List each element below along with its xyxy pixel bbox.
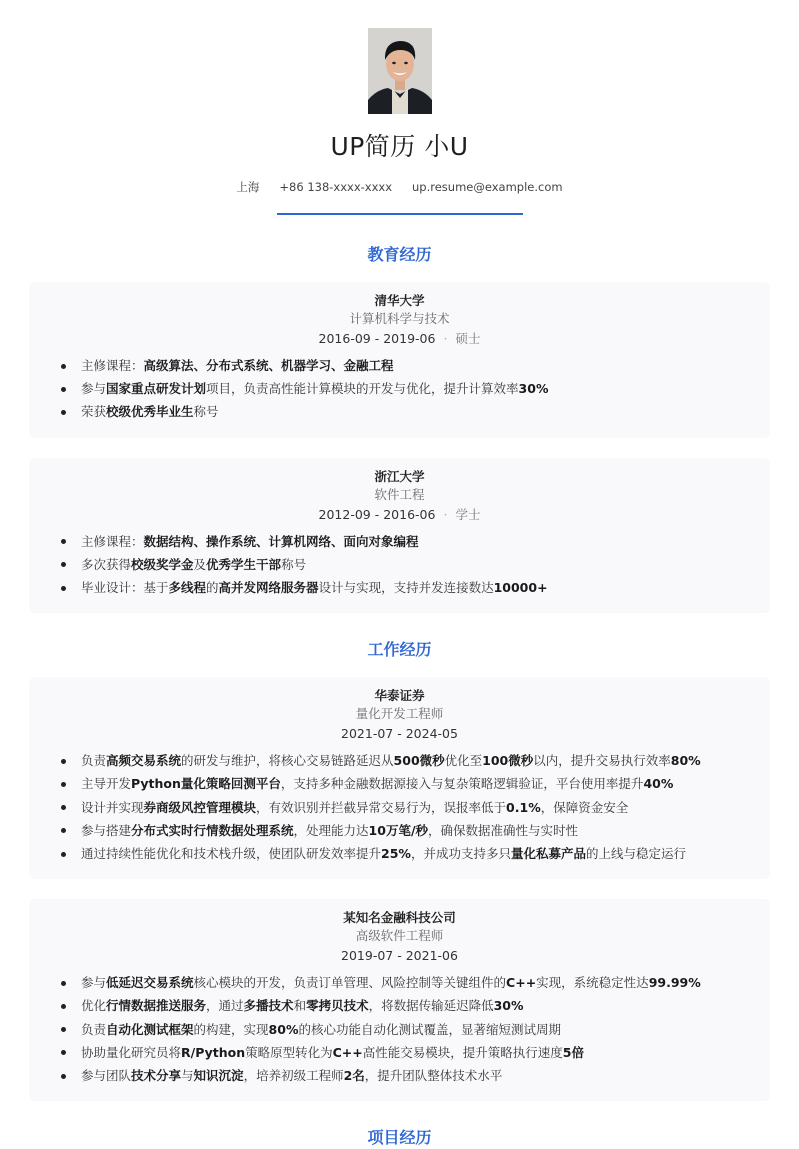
phone: +86 138-xxxx-xxxx bbox=[279, 180, 393, 194]
school-name: 清华大学 bbox=[374, 293, 425, 308]
highlight-text: 知识沉淀 bbox=[193, 1068, 244, 1084]
highlight-text: R/Python bbox=[181, 1044, 246, 1060]
highlight-text: 2名 bbox=[343, 1068, 365, 1084]
highlight-text: 校级奖学金 bbox=[131, 556, 194, 572]
list-item: 负责自动化测试框架的构建，实现80%的核心功能自动化测试覆盖，显著缩短测试周期 bbox=[45, 1018, 754, 1041]
list-item: 协助量化研究员将R/Python策略原型转化为C++高性能交易模块，提升策略执行速度5倍 bbox=[45, 1041, 754, 1064]
highlight-text: 10000+ bbox=[493, 580, 548, 596]
date-range: 2019-07 - 2021-06 bbox=[341, 948, 458, 964]
highlight-text: 优秀学生干部 bbox=[206, 556, 282, 572]
list-item: 主修课程：数据结构、操作系统、计算机网络、面向对象编程 bbox=[45, 530, 754, 553]
section-title-education: 教育经历 bbox=[367, 245, 432, 264]
highlight-text: 500微秒 bbox=[393, 753, 445, 769]
highlight-text: 30% bbox=[493, 998, 524, 1014]
highlight-text: 80% bbox=[268, 1021, 299, 1037]
section-title-projects: 项目经历 bbox=[367, 1128, 432, 1148]
highlight-text: 100微秒 bbox=[482, 753, 534, 769]
highlight-text: 多播技术 bbox=[243, 998, 294, 1014]
date-range: 2021-07 - 2024-05 bbox=[341, 726, 458, 742]
highlight-text: 分布式实时行情数据处理系统 bbox=[131, 822, 294, 838]
highlight-text: 高级算法、分布式系统、机器学习、金融工程 bbox=[143, 358, 394, 373]
highlight-text: 0.1% bbox=[506, 799, 541, 815]
job-title: 高级软件工程师 bbox=[355, 928, 444, 944]
major: 计算机科学与技术 bbox=[349, 311, 450, 326]
header-divider bbox=[277, 213, 523, 215]
dates-text: 2016-09 - 2019-06 bbox=[318, 331, 436, 346]
highlight-text: C++ bbox=[506, 975, 537, 991]
major: 软件工程 bbox=[374, 486, 425, 502]
list-item: 参与团队技术分享与知识沉淀，培养初级工程师2名，提升团队整体技术水平 bbox=[45, 1064, 754, 1087]
job-title: 量化开发工程师 bbox=[355, 706, 444, 722]
list-item: 负责高频交易系统的研发与维护，将核心交易链路延迟从500微秒优化至100微秒以内，提升交易执行效率80% bbox=[45, 749, 754, 772]
highlight-text: 高并发网络服务器 bbox=[218, 580, 319, 596]
highlight-text: 券商级风控管理模块 bbox=[143, 799, 257, 815]
highlight-text: 国家重点研发计划 bbox=[106, 381, 207, 397]
list-item: 优化行情数据推送服务，通过多播技术和零拷贝技术，将数据传输延迟降低30% bbox=[45, 994, 754, 1017]
bullet-list bbox=[45, 749, 754, 865]
list-item: 毕业设计：基于多线程的高并发网络服务器设计与实现，支持并发连接数达10000+ bbox=[45, 576, 754, 599]
contact-info bbox=[0, 179, 799, 195]
list-item: 多次获得校级奖学金及优秀学生干部称号 bbox=[45, 553, 754, 576]
list-item: 参与低延迟交易系统核心模块的开发，负责订单管理、风险控制等关键组件的C++实现，系统稳定性达99.99% bbox=[45, 971, 754, 994]
bullet-list bbox=[45, 354, 754, 424]
highlight-text: 80% bbox=[670, 753, 701, 769]
work-card bbox=[29, 899, 770, 1101]
list-item: 通过持续性能优化和技术栈升级，使团队研发效率提升25%，并成功支持多只量化私募产品的上线与稳定运行 bbox=[45, 842, 754, 865]
candidate-name: UP简历 小U bbox=[330, 132, 469, 161]
section-title-work: 工作经历 bbox=[367, 640, 432, 660]
highlight-text: 校级优秀毕业生 bbox=[106, 404, 194, 420]
location: 上海 bbox=[236, 180, 260, 194]
list-item: 荣获校级优秀毕业生称号 bbox=[45, 400, 754, 423]
highlight-text: 低延迟交易系统 bbox=[106, 975, 194, 991]
resume-header bbox=[0, 0, 799, 215]
highlight-text: 自动化测试框架 bbox=[106, 1021, 194, 1037]
company-name: 某知名金融科技公司 bbox=[343, 910, 456, 926]
date-range bbox=[45, 328, 754, 350]
highlight-text: 30% bbox=[518, 381, 549, 397]
highlight-text: 多线程 bbox=[168, 580, 207, 596]
list-item: 参与国家重点研发计划项目，负责高性能计算模块的开发与优化，提升计算效率30% bbox=[45, 377, 754, 400]
school-name: 浙江大学 bbox=[374, 468, 425, 484]
bullet-list bbox=[45, 971, 754, 1087]
bullet-list bbox=[45, 530, 754, 600]
list-item: 参与搭建分布式实时行情数据处理系统，处理能力达10万笔/秒，确保数据准确性与实时性 bbox=[45, 819, 754, 842]
avatar bbox=[368, 28, 432, 114]
degree: 硕士 bbox=[455, 331, 481, 346]
highlight-text: 量化私募产品 bbox=[510, 846, 586, 862]
highlight-text: 5倍 bbox=[562, 1044, 584, 1060]
highlight-text: 25% bbox=[381, 846, 411, 862]
education-card bbox=[29, 282, 770, 438]
highlight-text: 技术分享 bbox=[131, 1068, 182, 1084]
avatar-photo-icon bbox=[368, 28, 432, 114]
highlight-text: C++ bbox=[332, 1044, 363, 1060]
list-item: 主修课程：高级算法、分布式系统、机器学习、金融工程 bbox=[45, 354, 754, 377]
list-item: 设计并实现券商级风控管理模块，有效识别并拦截异常交易行为，误报率低于0.1%，保障资金安全 bbox=[45, 796, 754, 819]
dates-text: 2012-09 - 2016-06 bbox=[318, 506, 436, 522]
date-range bbox=[45, 504, 754, 526]
education-card bbox=[29, 458, 770, 614]
company-name: 华泰证券 bbox=[374, 688, 425, 704]
list-item: 主导开发Python量化策略回测平台，支持多种金融数据源接入与复杂策略逻辑验证，平台使用率提升40% bbox=[45, 772, 754, 795]
highlight-text: 行情数据推送服务 bbox=[106, 998, 207, 1014]
highlight-text: 99.99% bbox=[648, 975, 701, 991]
email[interactable]: up.resume@example.com bbox=[412, 180, 563, 194]
separator-dot: · bbox=[443, 506, 448, 522]
highlight-text: 零拷贝技术 bbox=[306, 998, 369, 1014]
degree: 学士 bbox=[455, 506, 481, 522]
highlight-text: 10万笔/秒 bbox=[368, 822, 429, 838]
highlight-text: Python量化策略回测平台 bbox=[131, 776, 281, 792]
work-card bbox=[29, 677, 770, 879]
highlight-text: 40% bbox=[643, 776, 674, 792]
highlight-text: 高频交易系统 bbox=[106, 753, 182, 769]
separator-dot: · bbox=[443, 331, 448, 346]
highlight-text: 数据结构、操作系统、计算机网络、面向对象编程 bbox=[143, 533, 419, 549]
